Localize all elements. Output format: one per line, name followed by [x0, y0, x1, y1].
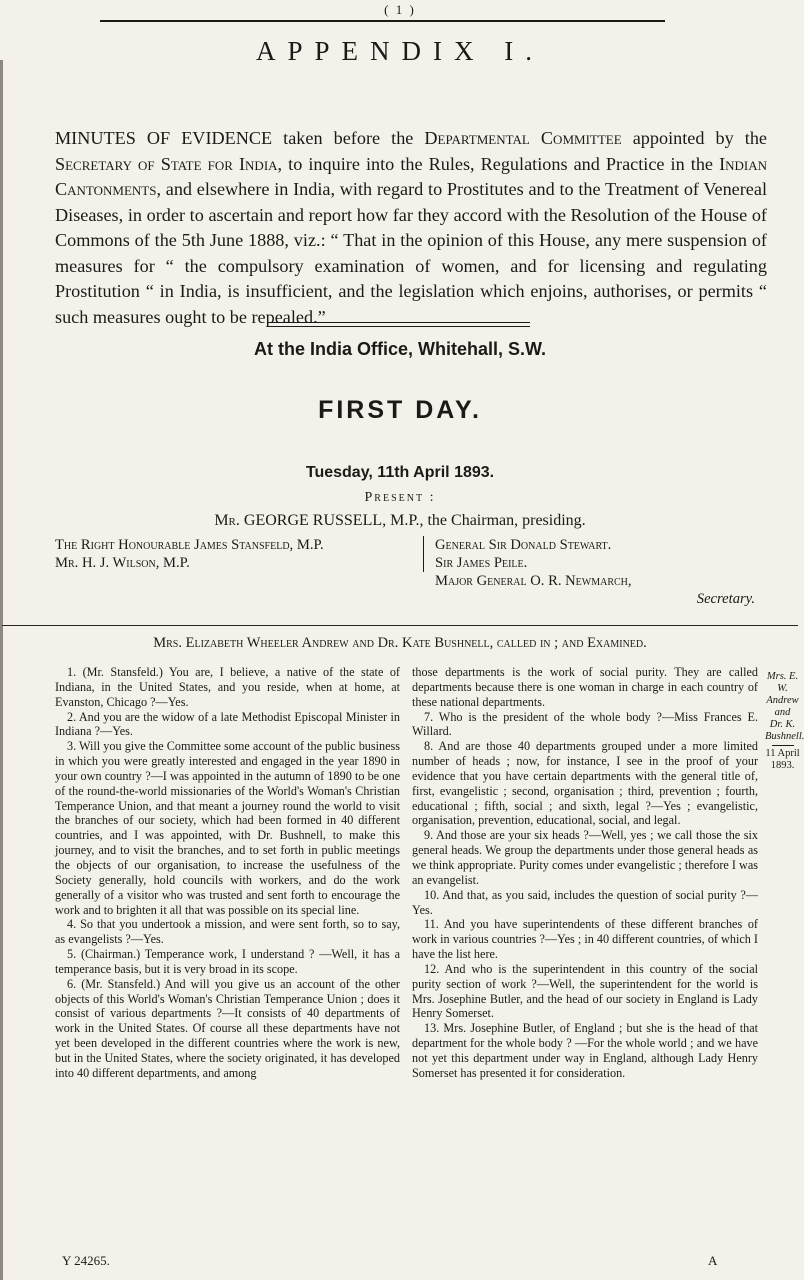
members-left-list — [55, 536, 405, 572]
evidence-column-left — [55, 665, 400, 1081]
member-right-2: Sir James Peile. — [435, 555, 528, 571]
evidence-paragraph: 12. And who is the superintendent in this country of the social purity section of work ?—Well, the superintendent for the world is Mrs. Josephine Butler, and the head of our society in England is Lady Henry Somerset. — [412, 961, 758, 1021]
intro-part2: appointed by the — [621, 128, 767, 148]
evidence-paragraph: 10. And that, as you said, includes the question of social purity ?—Yes. — [412, 887, 758, 917]
intro-secretary-of-state: Secretary of State for India — [55, 153, 278, 174]
margin-note — [765, 671, 804, 772]
evidence-paragraph: 1. (Mr. Stansfeld.) You are, I believe, a native of the state of Indiana, in the United States, and you reside, when at home, at Evanston, Chicago ?—Yes. — [55, 665, 400, 709]
evidence-paragraph: those departments is the work of social purity. They are called departments because there is one woman in charge in each country of these national departments. — [412, 665, 758, 709]
intro-part1: MINUTES OF EVIDENCE taken before the — [55, 128, 425, 148]
chairman-name: Mr. GEORGE RUSSELL, — [214, 512, 387, 529]
evidence-paragraph: 13. Mrs. Josephine Butler, of England ; but she is the head of that department for the whole body ? —For the whole world ; and we have not yet this department under way in England, although Lady Henry Somerset has presented it for consideration. — [412, 1021, 758, 1080]
intro-paragraph — [55, 126, 767, 330]
witness-rule — [2, 625, 798, 626]
secretary-label: Secretary. — [696, 591, 755, 607]
top-rule — [100, 20, 665, 22]
member-left-1: The Right Honourable James Stansfeld, M.P. — [55, 537, 324, 553]
intro-committee: Departmental Committee — [424, 128, 622, 148]
margin-rule — [772, 745, 794, 746]
page-edge-shadow — [0, 60, 3, 1280]
evidence-paragraph: 2. And you are the widow of a late Methodist Episcopal Minister in Indiana ?—Yes. — [55, 709, 400, 739]
intro-cantonments: Indian Cantonments — [55, 153, 768, 199]
chairman-line — [0, 512, 800, 530]
session-date: Tuesday, 11th April 1893. — [305, 464, 495, 481]
evidence-paragraph: 8. And are those 40 departments grouped under a more limited number of heads ; now, for instance, I see in the proof of your evidence that you have certain departments with the general title of, first, evangelistic ; second, organisation ; third, prevention ; fourth, educational ; fifth, social ; and sixth, legal ?—Yes ; evangelistic, organisation, prevention, educational, social, and legal. — [412, 739, 758, 828]
member-right-3: Major General O. R. Newmarch, — [435, 573, 632, 589]
margin-name-2: Andrew — [766, 695, 799, 706]
chairman-rest: M.P., the Chairman, presiding. — [386, 512, 586, 529]
margin-date: 11 April 1893. — [765, 748, 800, 771]
evidence-paragraph: 6. (Mr. Stansfeld.) And will you give us an account of the other objects of this World's Woman's Christian Temperance Union ; does it consist of various departments ?—It consists of 40 departments of work in the United States. Of course all these departments have not yet been developed in the different countries where the work is new, but in the United States, where the society originated, it has developed into 40 different departments, and among — [55, 976, 400, 1080]
evidence-column-right — [412, 665, 758, 1081]
present-label: Present : — [364, 490, 436, 505]
evidence-paragraph: 7. Who is the president of the whole body ?—Miss Frances E. Willard. — [412, 709, 758, 739]
member-right-1: General Sir Donald Stewart. — [435, 537, 612, 553]
evidence-paragraph: 11. And you have superintendents of these different branches of work in various countries ?—Yes ; in 40 different countries, of which I have the list here. — [412, 917, 758, 962]
margin-name-5: Bushnell. — [765, 731, 804, 742]
evidence-paragraph: 3. Will you give the Committee some account of the public business in which you were greatly interested and engaged in the year 1890 in your own country ?—I was appointed in the autumn of 1890 to be one of the round-the-world missionaries of the World's Woman's Christian Temperance Union, and that meant a journey round the world to visit the branches of our society, which had been formed in 40 different countries, and I was appointed, with Dr. Bushnell, to make this journey, and to visit the branches, and to set forth in public meetings the objects of our organisation, to increase the usefulness of the Society generally, hold councils with workers, and do the work generally of a visitor who was trusted and sent forth to encourage the work and to brighten it all that was possible on its special line. — [55, 739, 400, 917]
member-left-2: Mr. H. J. Wilson, M.P. — [55, 555, 190, 571]
evidence-paragraph: 9. And those are your six heads ?—Well, yes ; we call those the six general heads. We group the departments under those general heads as we think appropriate. Purity comes under evangelistic ; therefore I was an evangelist. — [412, 828, 758, 887]
margin-name-1: Mrs. E. W. — [766, 671, 799, 694]
location-line: At the India Office, Whitehall, S.W. — [253, 339, 547, 359]
section-rule — [268, 322, 530, 327]
evidence-paragraph: 5. (Chairman.) Temperance work, I understand ? —Well, it has a temperance basis, but it is very broad in its scope. — [55, 947, 400, 976]
appendix-heading: APPENDIX I. — [255, 36, 544, 66]
intro-part4: , and elsewhere in India, with regard to Prostitutes and to the Treatment of Venereal Diseases, in order to ascertain and report how far they accord with the Resolution of the House of Commons of the 5th June 1888, viz.: “ That in the opinion of this House, any mere suspension of measures for “ the compulsory examination of women, and for licensing and regulating Prostitution “ in India, is insufficient, and the legislation which enjoins, authorises, or permits “ such measures ought to be repealed.” — [55, 179, 767, 327]
members-divider — [423, 536, 424, 572]
first-day-heading: FIRST DAY. — [318, 396, 482, 424]
margin-name-4: Dr. K. — [769, 719, 796, 730]
page-number: ( 1 ) — [384, 2, 416, 17]
members-right-list — [435, 536, 775, 608]
signature-mark: A — [708, 1253, 718, 1268]
print-reference: Y 24265. — [62, 1253, 110, 1268]
intro-part3: , to inquire into the Rules, Regulations and Practice in the — [277, 153, 720, 174]
evidence-paragraph: 4. So that you undertook a mission, and were sent forth, so to say, as evangelists ?—Yes. — [55, 917, 400, 947]
margin-name-3: and — [774, 707, 791, 718]
witness-line: Mrs. Elizabeth Wheeler Andrew and Dr. Kate Bushnell, called in ; and Examined. — [153, 635, 647, 651]
